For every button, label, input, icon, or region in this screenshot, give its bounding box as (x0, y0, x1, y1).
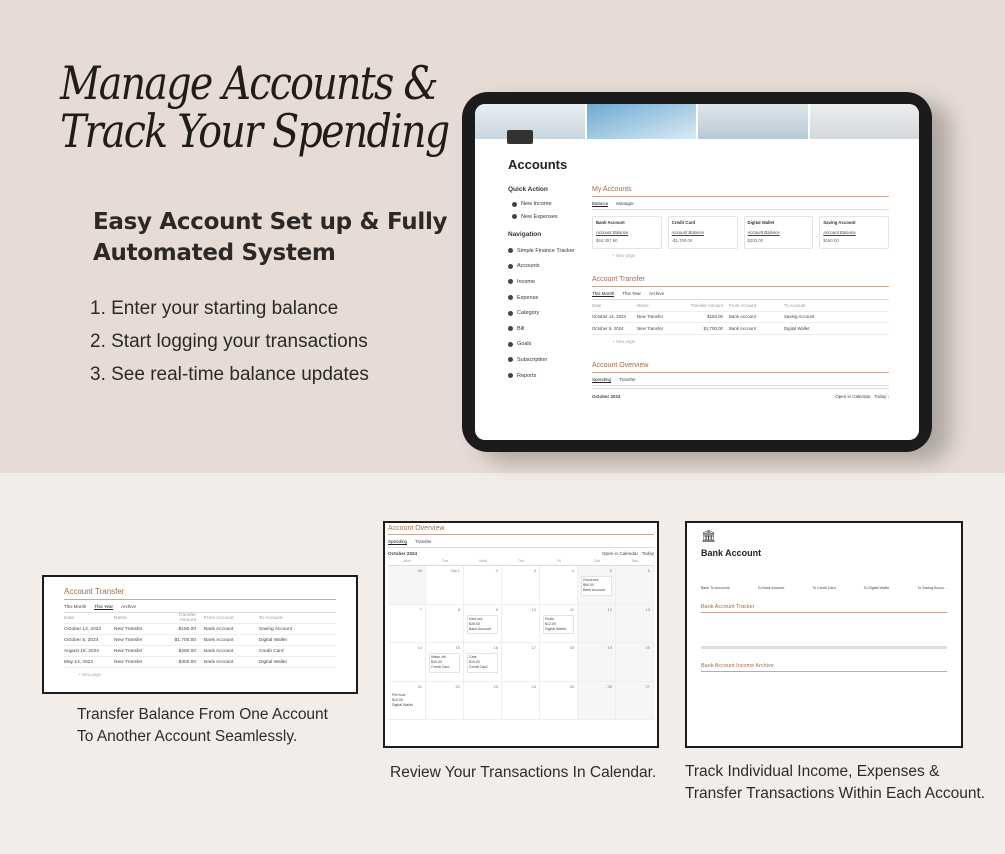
calendar-day[interactable]: 3 (502, 566, 540, 605)
calendar-day[interactable]: 4 (540, 566, 578, 605)
nav-icon (508, 311, 513, 316)
account-overview-title: Account Overview (592, 362, 889, 373)
chevron-right-icon[interactable]: › (887, 393, 889, 399)
caption-bank-line1: Track Individual Income, Expenses & (685, 763, 940, 780)
calendar-day[interactable]: 9 Dine out $35.00 Bank Account (464, 605, 502, 644)
my-accounts-title: My Accounts (592, 186, 889, 197)
caption-calendar: Review Your Transactions In Calendar. (390, 764, 657, 781)
open-calendar-button[interactable]: Open in Calendar (835, 393, 871, 399)
table-row[interactable]: October 5, 2024 New Transfer $1,700.00 Bank Account Digital Wallet (592, 323, 889, 335)
calendar-day[interactable]: 30 (388, 566, 426, 605)
caption-transfer-line1: Transfer Balance From One Account (77, 706, 328, 723)
subhead-line1: Easy Account Set up & Fully (93, 209, 448, 235)
weekday-header: Mon Tue Wed Thu Fri Sat Sun (403, 559, 639, 563)
calendar-event[interactable]: Pet food $15.00 Digital Wallet (392, 692, 413, 707)
new-page-button[interactable]: + New page (78, 672, 102, 677)
nav-item-bill[interactable]: Bill (508, 321, 575, 337)
account-card[interactable]: Saving Account Account Balance $150.00 (819, 216, 889, 249)
page-title: Accounts (508, 157, 568, 172)
section-title: Account Overview (388, 525, 654, 535)
calendar-event[interactable]: Water bill $30.00 Credit Card (429, 653, 460, 673)
tab-transfer[interactable]: Transfer (415, 539, 432, 544)
transfer-button[interactable]: To Bank Account (757, 586, 785, 590)
calendar-day[interactable]: 23 (464, 682, 502, 721)
nav-item-simple-finance-tracker[interactable]: Simple Finance Tracker (508, 243, 575, 259)
account-card[interactable]: Bank Account Account Balance $44,357.60 (592, 216, 662, 249)
tab-archive[interactable]: Archive (121, 604, 137, 609)
subhead-line2: Automated System (93, 240, 336, 266)
tab-this-month[interactable]: This Month (592, 291, 615, 296)
nav-item-category[interactable]: Category (508, 305, 575, 321)
nav-item-goals[interactable]: Goals (508, 337, 575, 353)
nav-item-expense[interactable]: Expense (508, 290, 575, 306)
today-button[interactable]: Today (874, 393, 887, 399)
calendar-day[interactable]: 16 Cafe $15.00 Credit Card (464, 643, 502, 682)
nav-item-accounts[interactable]: Accounts (508, 259, 575, 275)
tab-balance[interactable]: Balance (592, 201, 609, 206)
account-transfer-title: Account Transfer (592, 276, 889, 287)
calendar-day[interactable]: 19 (578, 643, 616, 682)
calendar-day[interactable]: 13 (616, 605, 654, 644)
nav-icon (508, 295, 513, 300)
view-tabs (592, 287, 889, 300)
calendar-day[interactable]: 24 (502, 682, 540, 721)
calendar-toolbar (592, 388, 889, 399)
plus-icon (512, 202, 517, 207)
nav-item-reports[interactable]: Reports (508, 368, 575, 384)
table-row[interactable]: October 14, 2024 New Transfer $150.00 Bank Account Saving Account (592, 312, 889, 324)
tablet-screen (475, 104, 919, 440)
table-header: Date Name Transfer Amount From Account To Account (592, 300, 889, 312)
table-row[interactable]: October 5, 2024 New Transfer $1,700.00 Bank Account Digital Wallet (64, 635, 336, 646)
calendar-day[interactable]: 12 (578, 605, 616, 644)
nav-icon (508, 326, 513, 331)
main-content (592, 186, 889, 399)
quick-action-heading: Quick Action (508, 186, 548, 193)
calendar-day[interactable]: 26 (578, 682, 616, 721)
nav-icon (508, 248, 513, 253)
calendar-day[interactable]: 6 (616, 566, 654, 605)
calendar-event[interactable]: Cafe $15.00 Credit Card (467, 653, 498, 673)
account-transfer-screenshot (42, 575, 358, 694)
tab-this-year[interactable]: This Year (622, 291, 642, 296)
table-row[interactable]: May 14, 2024 New Transfer $300.00 Bank Account Digital Wallet (64, 657, 336, 668)
quick-buttons (701, 586, 947, 590)
tab-this-year[interactable]: This Year (94, 604, 114, 609)
calendar-event[interactable]: Dine out $35.00 Bank Account (467, 615, 498, 635)
new-page-button[interactable]: + New page (612, 338, 636, 344)
table-row[interactable]: August 18, 2024 New Transfer $250.00 Bank Account Credit Card (64, 646, 336, 657)
tab-this-month[interactable]: This Month (64, 604, 87, 609)
calendar-day[interactable]: 10 (502, 605, 540, 644)
table-header: Date Name Transfer Amount From Account To Account (64, 613, 336, 624)
calendar-day[interactable]: 15 Water bill $30.00 Credit Card (426, 643, 464, 682)
tablet-device (462, 92, 932, 452)
calendar-month: October 2024 (388, 551, 418, 556)
headline-line1: Manage Accounts & (60, 56, 437, 110)
nav-icon (508, 264, 513, 269)
calendar-day[interactable]: 20 (616, 643, 654, 682)
calendar-day[interactable]: 22 (426, 682, 464, 721)
bank-icon: 🏛 (701, 529, 717, 543)
calendar-day[interactable]: 5 Groceries $60.00 Bank Account (578, 566, 616, 605)
wallet-icon (507, 130, 533, 144)
tab-transfer[interactable]: Transfer (619, 376, 636, 382)
calendar-day[interactable]: 11 Fruits $12.00 Digital Wallet (540, 605, 578, 644)
page-title: Bank Account (701, 548, 762, 558)
headline-line2: Track Your Spending (60, 104, 449, 158)
step-item: 1. Enter your starting balance (90, 298, 339, 319)
calendar-grid (388, 565, 654, 720)
calendar-day[interactable]: 7 (388, 605, 426, 644)
calendar-day[interactable]: 27 (616, 682, 654, 721)
step-item: 2. Start logging your transactions (90, 331, 368, 352)
calendar-event[interactable]: Fruits $12.00 Digital Wallet (543, 615, 574, 635)
caption-bank-line2: Transfer Transactions Within Each Account. (685, 785, 986, 802)
transfer-button[interactable]: To Credit Card (812, 586, 836, 590)
table-row[interactable]: October 14, 2024 New Transfer $150.00 Bank Account Saving Account (64, 624, 336, 635)
nav-icon (508, 342, 513, 347)
step-item: 3. See real-time balance updates (90, 364, 369, 385)
calendar-event[interactable]: Groceries $60.00 Bank Account (581, 576, 612, 596)
calendar-day[interactable]: 25 (540, 682, 578, 721)
archive-table (701, 672, 947, 722)
new-expenses-button[interactable]: New Expenses (508, 211, 575, 224)
nav-item-income[interactable]: Income (508, 274, 575, 290)
open-calendar-button[interactable]: Open in Calendar (601, 551, 638, 556)
tab-manager[interactable]: Manager (616, 201, 635, 206)
calendar-day[interactable]: 14 (388, 643, 426, 682)
tab-archive[interactable]: Archive (649, 291, 665, 296)
nav-icon (508, 357, 513, 362)
calendar-toolbar (388, 548, 654, 559)
calendar-screenshot (383, 521, 659, 748)
plus-icon (512, 214, 517, 219)
transfer-button[interactable]: To Saving Accou... (917, 586, 947, 590)
calendar-day[interactable]: 8 (426, 605, 464, 644)
nav-item-subscription[interactable]: Subscription (508, 352, 575, 368)
tracker-title: Bank Account Tracker (701, 604, 947, 613)
cover-image (475, 104, 919, 139)
account-card[interactable]: Credit Card Account Balance -$1,700.00 (668, 216, 738, 249)
view-tabs (592, 373, 889, 386)
archive-title: Bank Account Income Archive (701, 663, 947, 672)
today-button[interactable]: Today (641, 551, 654, 556)
calendar-day[interactable]: Oct 1 (426, 566, 464, 605)
sidebar (508, 186, 575, 383)
account-card[interactable]: Digital Wallet Account Balance $200.00 (744, 216, 814, 249)
steps-list (90, 298, 369, 397)
caption-transfer-line2: To Another Account Seamlessly. (77, 728, 298, 745)
view-tabs (388, 535, 654, 548)
nav-icon (508, 279, 513, 284)
calendar-day[interactable]: 17 (502, 643, 540, 682)
tab-spending[interactable]: Spending (388, 539, 408, 544)
transfer-button[interactable]: Bank To Accounts (701, 586, 730, 590)
calendar-month: October 2024 (592, 393, 621, 399)
new-page-button[interactable]: + New page (612, 253, 636, 258)
navigation-heading: Navigation (508, 231, 542, 238)
new-income-button[interactable]: New Income (508, 198, 575, 211)
calendar-day[interactable]: 18 (540, 643, 578, 682)
transfer-button[interactable]: To Digital Wallet (863, 586, 890, 590)
calendar-day[interactable]: 2 (464, 566, 502, 605)
nav-icon (508, 373, 513, 378)
calendar-day[interactable]: 21 Pet food $15.00 Digital Wallet (388, 682, 426, 721)
tab-spending[interactable]: Spending (592, 376, 612, 382)
account-cards (592, 216, 889, 249)
view-tabs (64, 600, 336, 613)
bank-account-screenshot (685, 521, 963, 748)
tracker-table (701, 613, 947, 649)
view-tabs (592, 197, 889, 210)
section-title: Account Transfer (64, 587, 336, 600)
